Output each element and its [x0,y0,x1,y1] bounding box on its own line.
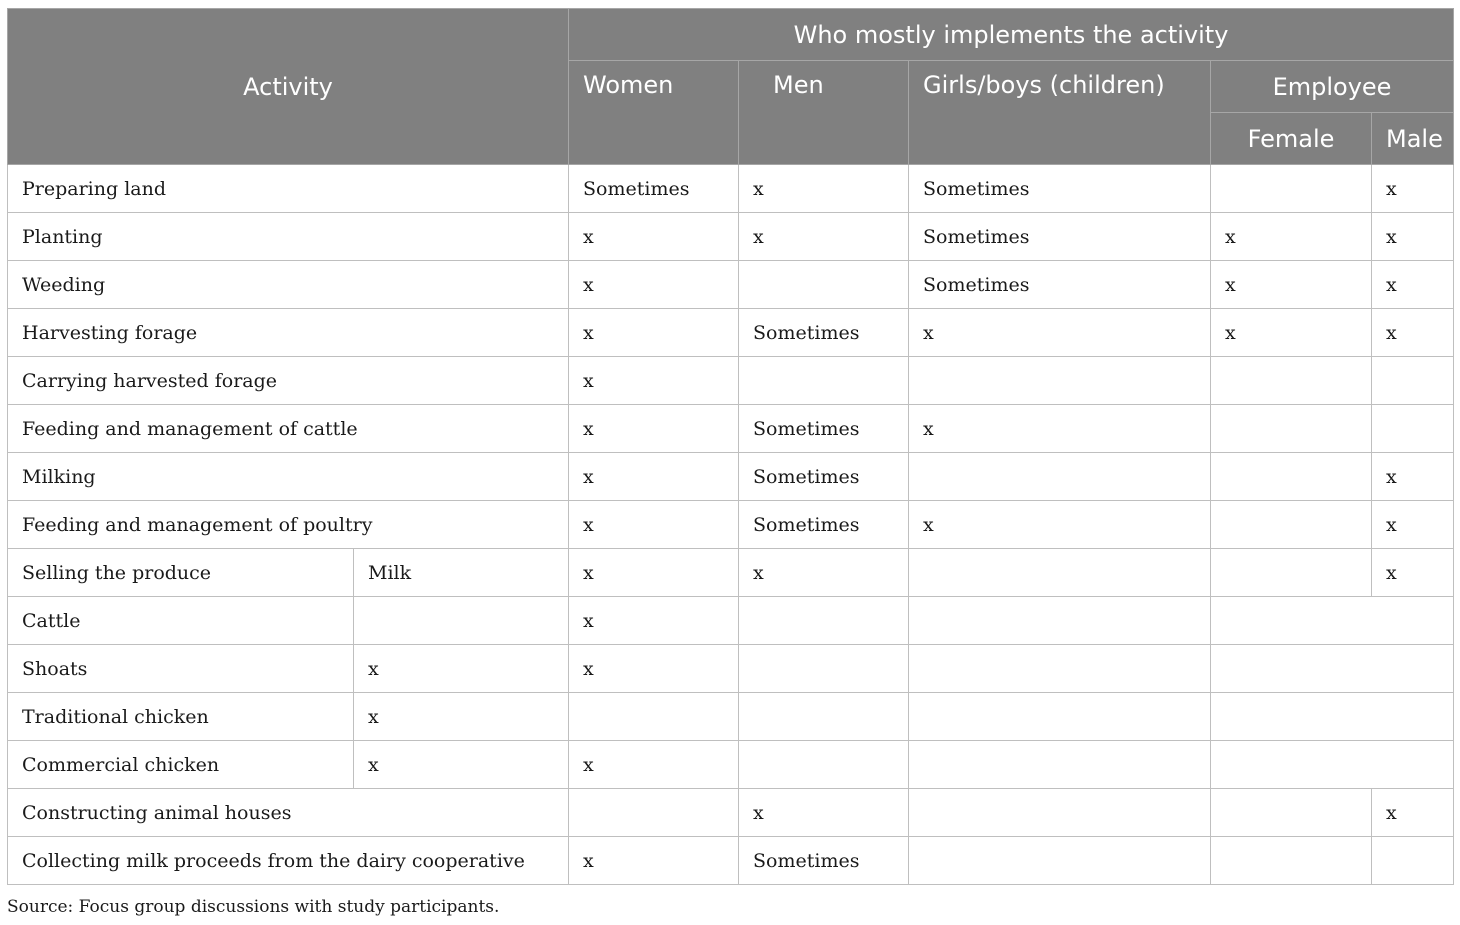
women-cell: x [569,357,739,405]
table-row [8,405,1454,453]
women-cell [569,693,739,741]
table-row [8,837,1454,885]
children-cell: Sometimes [909,165,1211,213]
men-cell: x [739,165,909,213]
men-cell [739,645,909,693]
men-cell [739,741,909,789]
children-cell: Sometimes [909,213,1211,261]
women-cell: x [569,741,739,789]
activity-cell: Selling the produce [8,549,354,597]
children-cell [909,645,1211,693]
employee-male-cell [1372,405,1454,453]
children-cell [909,549,1211,597]
activity-cell: Commercial chicken [8,741,354,789]
employee-female-cell [1211,789,1372,837]
activity-cell: Planting [8,213,569,261]
women-cell: Sometimes [569,165,739,213]
children-cell [909,741,1211,789]
activity-cell: Preparing land [8,165,569,213]
employee-female-cell [1211,405,1372,453]
employee-female-cell [1211,549,1372,597]
employee-male-cell: x [1372,261,1454,309]
women-cell: x [569,309,739,357]
activity-cell: Shoats [8,645,354,693]
employee-male-cell: x [1372,309,1454,357]
women-cell: x [569,405,739,453]
employee-cell [1211,597,1454,645]
men-cell: Sometimes [739,501,909,549]
employee-male-cell: x [1372,789,1454,837]
men-cell: x [739,789,909,837]
women-cell: x [569,261,739,309]
employee-female-cell [1211,357,1372,405]
men-cell [739,357,909,405]
men-cell: x [739,549,909,597]
table-row [8,645,1454,693]
activity-cell: Feeding and management of poultry [8,501,569,549]
table-row [8,789,1454,837]
table-row [8,741,1454,789]
table-row [8,357,1454,405]
activity-table [7,8,1454,885]
men-cell [739,693,909,741]
women-cell: x [569,597,739,645]
women-cell [569,789,739,837]
activity-cell: Weeding [8,261,569,309]
men-cell: Sometimes [739,453,909,501]
activity-cell: Constructing animal houses [8,789,569,837]
activity-table-container [7,8,1453,885]
table-row [8,309,1454,357]
employee-male-cell: x [1372,549,1454,597]
children-cell [909,693,1211,741]
employee-female-cell: x [1211,261,1372,309]
women-cell: x [569,549,739,597]
header-activity: Activity [8,9,569,165]
table-row [8,261,1454,309]
table-row [8,501,1454,549]
sub-activity-cell: x [354,693,569,741]
sub-activity-cell: Milk [354,549,569,597]
men-cell [739,597,909,645]
employee-male-cell: x [1372,453,1454,501]
activity-cell: Harvesting forage [8,309,569,357]
children-cell [909,597,1211,645]
employee-female-cell [1211,837,1372,885]
employee-male-cell [1372,357,1454,405]
header-group: Who mostly implements the activity [569,9,1454,61]
sub-activity-cell [354,597,569,645]
men-cell [739,261,909,309]
men-cell: Sometimes [739,405,909,453]
women-cell: x [569,645,739,693]
employee-male-cell: x [1372,165,1454,213]
sub-activity-cell: x [354,645,569,693]
children-cell: Sometimes [909,261,1211,309]
activity-cell: Cattle [8,597,354,645]
activity-cell: Milking [8,453,569,501]
sub-activity-cell: x [354,741,569,789]
children-cell [909,357,1211,405]
activity-cell: Carrying harvested forage [8,357,569,405]
activity-cell: Feeding and management of cattle [8,405,569,453]
children-cell: x [909,405,1211,453]
table-row [8,165,1454,213]
employee-cell [1211,645,1454,693]
employee-cell [1211,693,1454,741]
men-cell: x [739,213,909,261]
employee-female-cell [1211,501,1372,549]
header-female: Female [1211,113,1372,165]
table-row [8,693,1454,741]
table-row [8,453,1454,501]
employee-female-cell [1211,165,1372,213]
header-male: Male [1372,113,1454,165]
employee-male-cell [1372,837,1454,885]
women-cell: x [569,501,739,549]
table-row-selling [8,549,1454,597]
employee-female-cell: x [1211,309,1372,357]
children-cell [909,453,1211,501]
children-cell: x [909,309,1211,357]
employee-female-cell [1211,453,1372,501]
men-cell: Sometimes [739,837,909,885]
children-cell: x [909,501,1211,549]
women-cell: x [569,453,739,501]
header-employee: Employee [1211,61,1454,113]
women-cell: x [569,837,739,885]
table-row [8,597,1454,645]
children-cell [909,789,1211,837]
table-source-note: Source: Focus group discussions with study participants. [7,897,500,917]
activity-cell: Traditional chicken [8,693,354,741]
men-cell: Sometimes [739,309,909,357]
women-cell: x [569,213,739,261]
header-women: Women [569,61,739,165]
employee-male-cell: x [1372,501,1454,549]
employee-female-cell: x [1211,213,1372,261]
children-cell [909,837,1211,885]
header-men: Men [739,61,909,165]
header-children: Girls/boys (children) [909,61,1211,165]
employee-male-cell: x [1372,213,1454,261]
table-row [8,213,1454,261]
activity-cell: Collecting milk proceeds from the dairy cooperative [8,837,569,885]
employee-cell [1211,741,1454,789]
